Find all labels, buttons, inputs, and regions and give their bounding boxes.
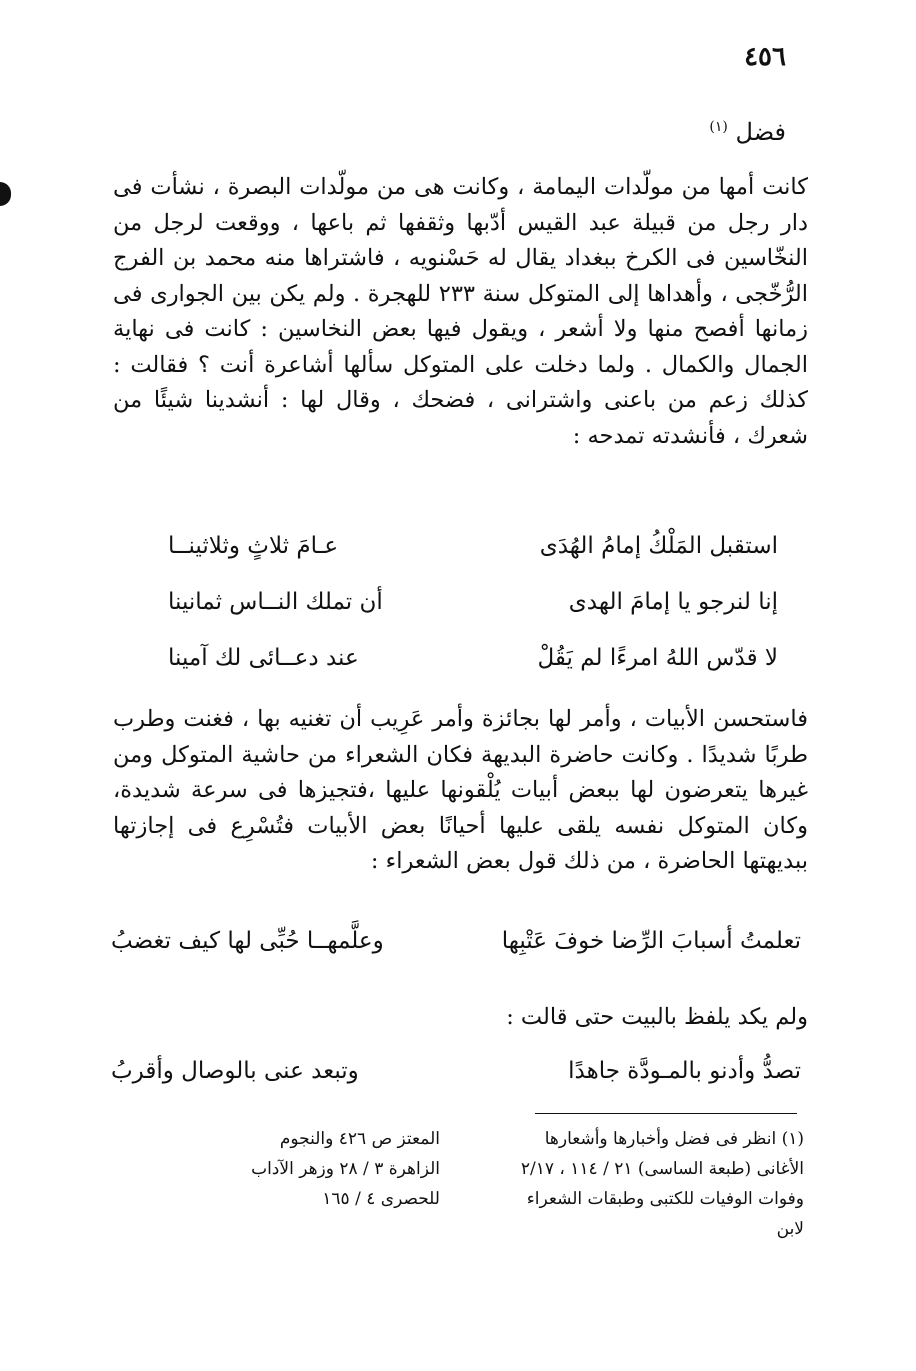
first-hemistich: لا قدّس اللهُ امرءًا لم يَقُلْ <box>537 645 778 671</box>
first-hemistich: تعلمتُ أسبابَ الرِّضا خوفَ عَتْبِها <box>501 928 801 954</box>
poem-line <box>168 574 778 630</box>
chapter-title-text: فضل <box>735 118 786 146</box>
first-hemistich: إنا لنرجو يا إمامَ الهدى <box>568 589 778 615</box>
chapter-title <box>709 118 786 146</box>
first-hemistich: تصدُّ وأدنو بالمـودَّة جاهدًا <box>568 1058 801 1084</box>
verse-line <box>111 1058 801 1084</box>
second-hemistich: عند دعــائى لك آمينا <box>168 645 359 671</box>
paragraph-text: ولم يكد يلفظ بالبيت حتى قالت : <box>506 1004 808 1030</box>
second-hemistich: وتبعد عنى بالوصال وأقربُ <box>111 1058 359 1084</box>
second-hemistich: أن تملك النــاس ثمانينا <box>168 589 383 615</box>
second-hemistich: وعلَّمهــا حُبِّى لها كيف تغضبُ <box>111 928 384 954</box>
poem-line <box>168 630 778 686</box>
ink-blot <box>0 182 11 206</box>
footnote-divider <box>535 1113 797 1114</box>
paragraph-text: فاستحسن الأبيات ، وأمر لها بجائزة وأمر عَرِيب أن تغنيه بها ، فغنت وطرب طربًا شديدًا . وكانت حاضرة البديهة فكان الشعراء من حاشية المتوكل ومن غيرها يتعرضون لها ببعض أبيات يُلْقونها عليها ،فتجيزها فى سرعة شديدة، وكان المتوكل نفسه يلقى عليها أحيانًا بعض الأبيات فتُسْرِع فى إجازتها ببديهتها الحاضرة ، من ذلك قول بعض الشعراء : <box>113 706 808 874</box>
second-hemistich: عـامَ ثلاثٍ وثلاثينــا <box>168 533 339 559</box>
biography-paragraph <box>113 170 808 454</box>
page-number: ٤٥٦ <box>744 42 786 72</box>
paragraph-text: كانت أمها من مولّدات اليمامة ، وكانت هى من مولّدات البصرة ، نشأت فى دار رجل من قبيلة عبد القيس أدّبها وثقفها ثم باعها ، ووقعت لرجل من النخّاسين فى الكرخ ببغداد يقال له حَسْنويه ، فاشتراها منه محمد بن الفرج الرُّخّجى ، وأهداها إلى المتوكل سنة ٢٣٣ للهجرة . ولم يكن بين الجوارى فى زمانها أفصح منها ولا أشعر ، ويقول فيها بعض النخاسين : كانت فى نهاية الجمال والكمال . ولما دخلت على المتوكل سألها أشاعرة أنت ؟ فقالت : كذلك زعم من باعنى واشترانى ، فضحك ، وقال لها : أنشدينا شيئًا من شعرك ، فأنشدته تمدحه : <box>113 174 808 449</box>
footnote-left-column: المعتز ص ٤٢٦ والنجوم الزاهرة ٣ / ٢٨ وزهر الآداب للحصرى ٤ / ١٦٥ <box>251 1129 440 1209</box>
footnote-right-column: (١) انظر فى فضل وأخبارها وأشعارها الأغانى (طبعة الساسى) ٢١ / ١١٤ ، ٢/١٧ وفوات الوفيات للكتبى وطبقات الشعراء لابن <box>520 1129 804 1239</box>
poem-praise <box>168 518 778 686</box>
intro-line <box>113 1000 808 1036</box>
footnote-ref: (١) <box>709 119 728 135</box>
poem-line <box>168 518 778 574</box>
anecdote-paragraph <box>113 702 808 880</box>
verse-line <box>111 928 801 954</box>
first-hemistich: استقبل المَلْكُ إمامُ الهُدَى <box>539 533 778 559</box>
